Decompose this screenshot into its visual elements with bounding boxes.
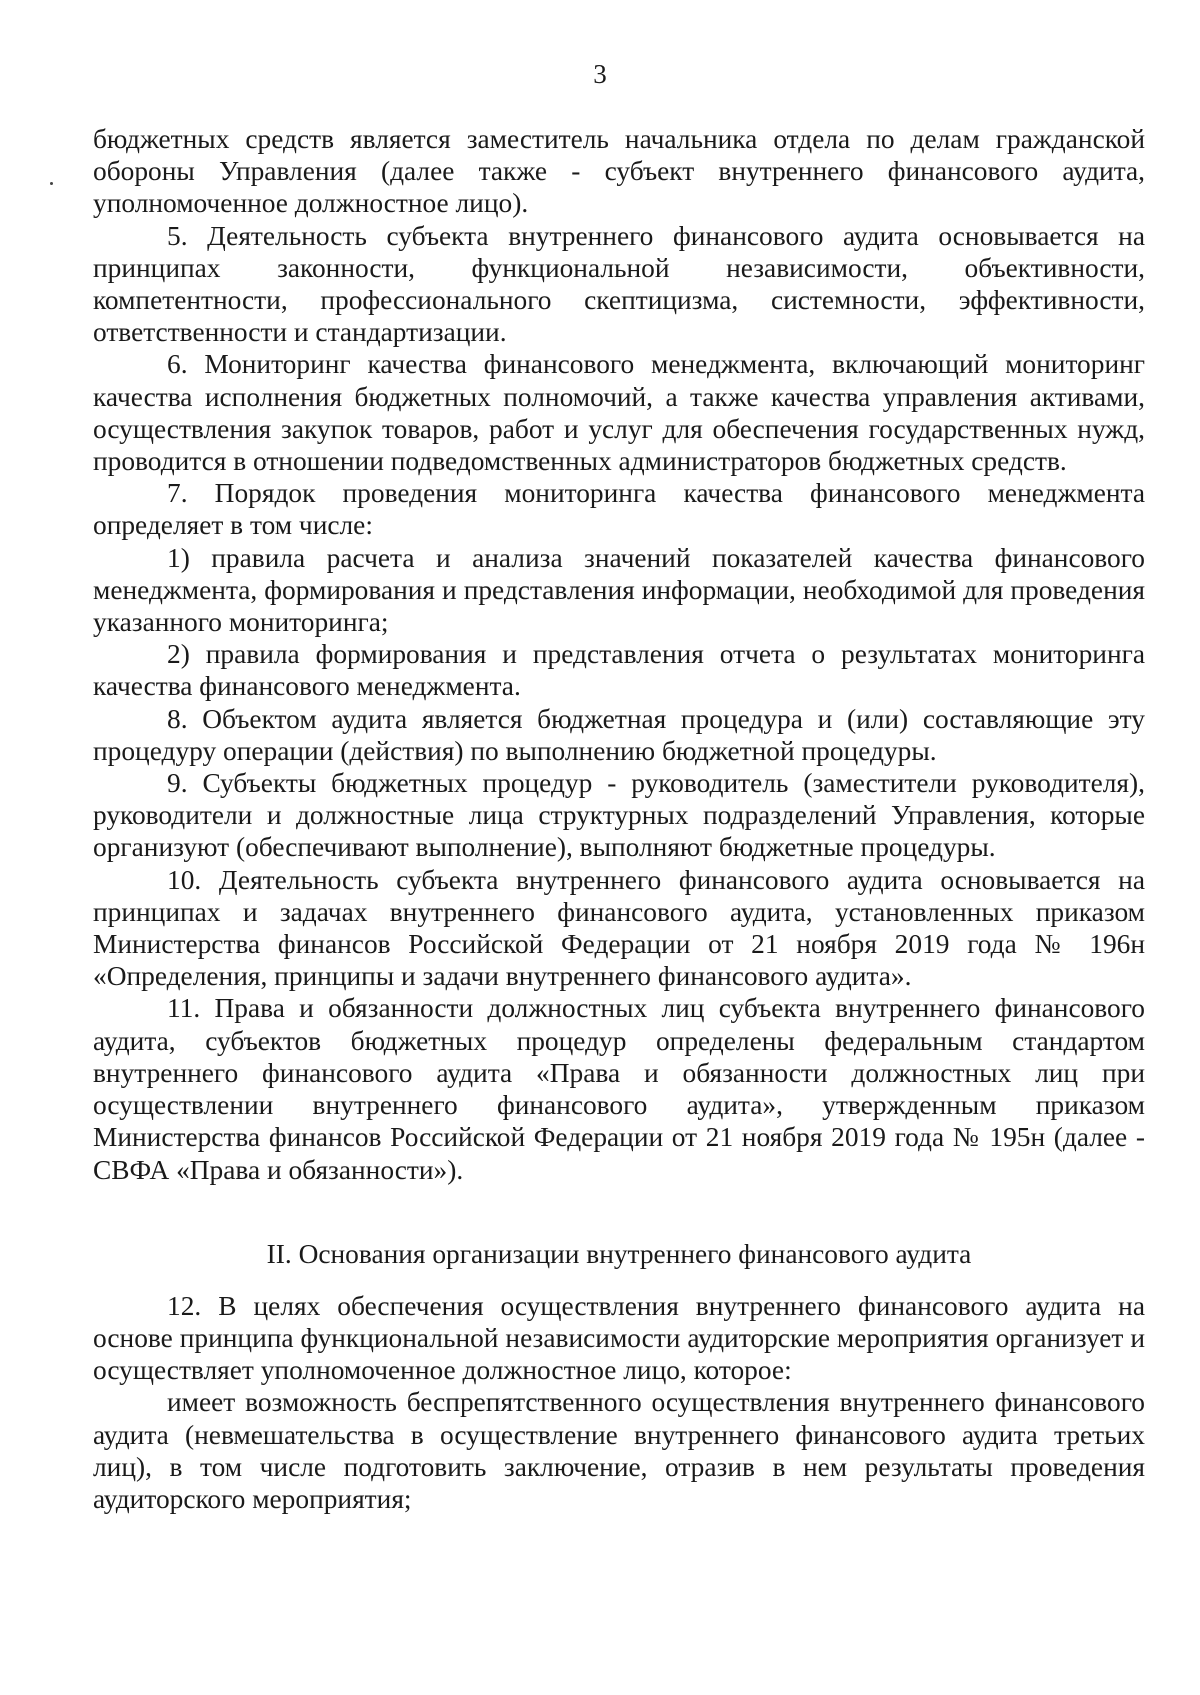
- paragraph-12: 12. В целях обеспечения осуществления внутреннего финансового аудита на основе принципа функциональной независимости аудиторские мероприятия организует и осуществляет уполномоченное должностное лицо, которое:: [93, 1290, 1145, 1386]
- paragraph-7-item-2: 2) правила формирования и представления отчета о результатах мониторинга качества финансового менеджмента.: [93, 639, 1145, 702]
- paragraph-continuation: бюджетных средств является заместитель начальника отдела по делам гражданской обороны Управления (далее также - субъект внутреннего финансового аудита, уполномоченное должностное лицо).: [93, 124, 1145, 219]
- paragraph-5: 5. Деятельность субъекта внутреннего финансового аудита основывается на принципах законности, функциональной независимости, объективности, компетентности, профессионального скептицизма, системности, эффективности, ответственности и стандартизации.: [93, 220, 1145, 348]
- paragraph-12-subitem: имеет возможность беспрепятственного осуществления внутреннего финансового аудита (невмешательства в осуществление внутреннего финансового аудита третьих лиц), в том числе подготовить заключение, отразив в нем результаты проведения аудиторского мероприятия;: [93, 1387, 1145, 1514]
- paragraph-7-item-1: 1) правила расчета и анализа значений показателей качества финансового менеджмента, формирования и представления информации, необходимой для проведения указанного мониторинга;: [93, 542, 1145, 638]
- paragraph-7: 7. Порядок проведения мониторинга качества финансового менеджмента определяет в том числе:: [93, 478, 1145, 541]
- paragraph-8: 8. Объектом аудита является бюджетная процедура и (или) составляющие эту процедуру операции (действия) по выполнению бюджетной процедуры.: [93, 703, 1145, 766]
- paragraph-10: 10. Деятельность субъекта внутреннего финансового аудита основывается на принципах и задачах внутреннего финансового аудита, установленных приказом Министерства финансов Российской Федерации от 21 ноября 2019 года № 196н «Определения, принципы и задачи внутреннего финансового аудита».: [93, 864, 1145, 992]
- paragraph-6: 6. Мониторинг качества финансового менеджмента, включающий мониторинг качества исполнения бюджетных полномочий, а также качества управления активами, осуществления закупок товаров, работ и услуг для обеспечения государственных нужд, проводится в отношении подведомственных администраторов бюджетных средств.: [93, 349, 1145, 477]
- paragraph-9: 9. Субъекты бюджетных процедур - руководитель (заместители руководителя), руководители и должностные лица структурных подразделений Управления, которые организуют (обеспечивают выполнение), выполняют бюджетные процедуры.: [93, 768, 1145, 863]
- section-heading: II. Основания организации внутреннего финансового аудита: [266, 1238, 972, 1269]
- paragraph-11: 11. Права и обязанности должностных лиц субъекта внутреннего финансового аудита, субъектов бюджетных процедур определены федеральным стандартом внутреннего финансового аудита «Права и обязанности должностных лиц при осуществлении внутреннего финансового аудита», утвержденным приказом Министерства финансов Российской Федерации от 21 ноября 2019 года № 195н (далее - СВФА «Права и обязанности»).: [93, 993, 1145, 1185]
- page-number: 3: [593, 59, 607, 89]
- margin-mark: [50, 182, 53, 185]
- document-body: [93, 123, 1145, 1515]
